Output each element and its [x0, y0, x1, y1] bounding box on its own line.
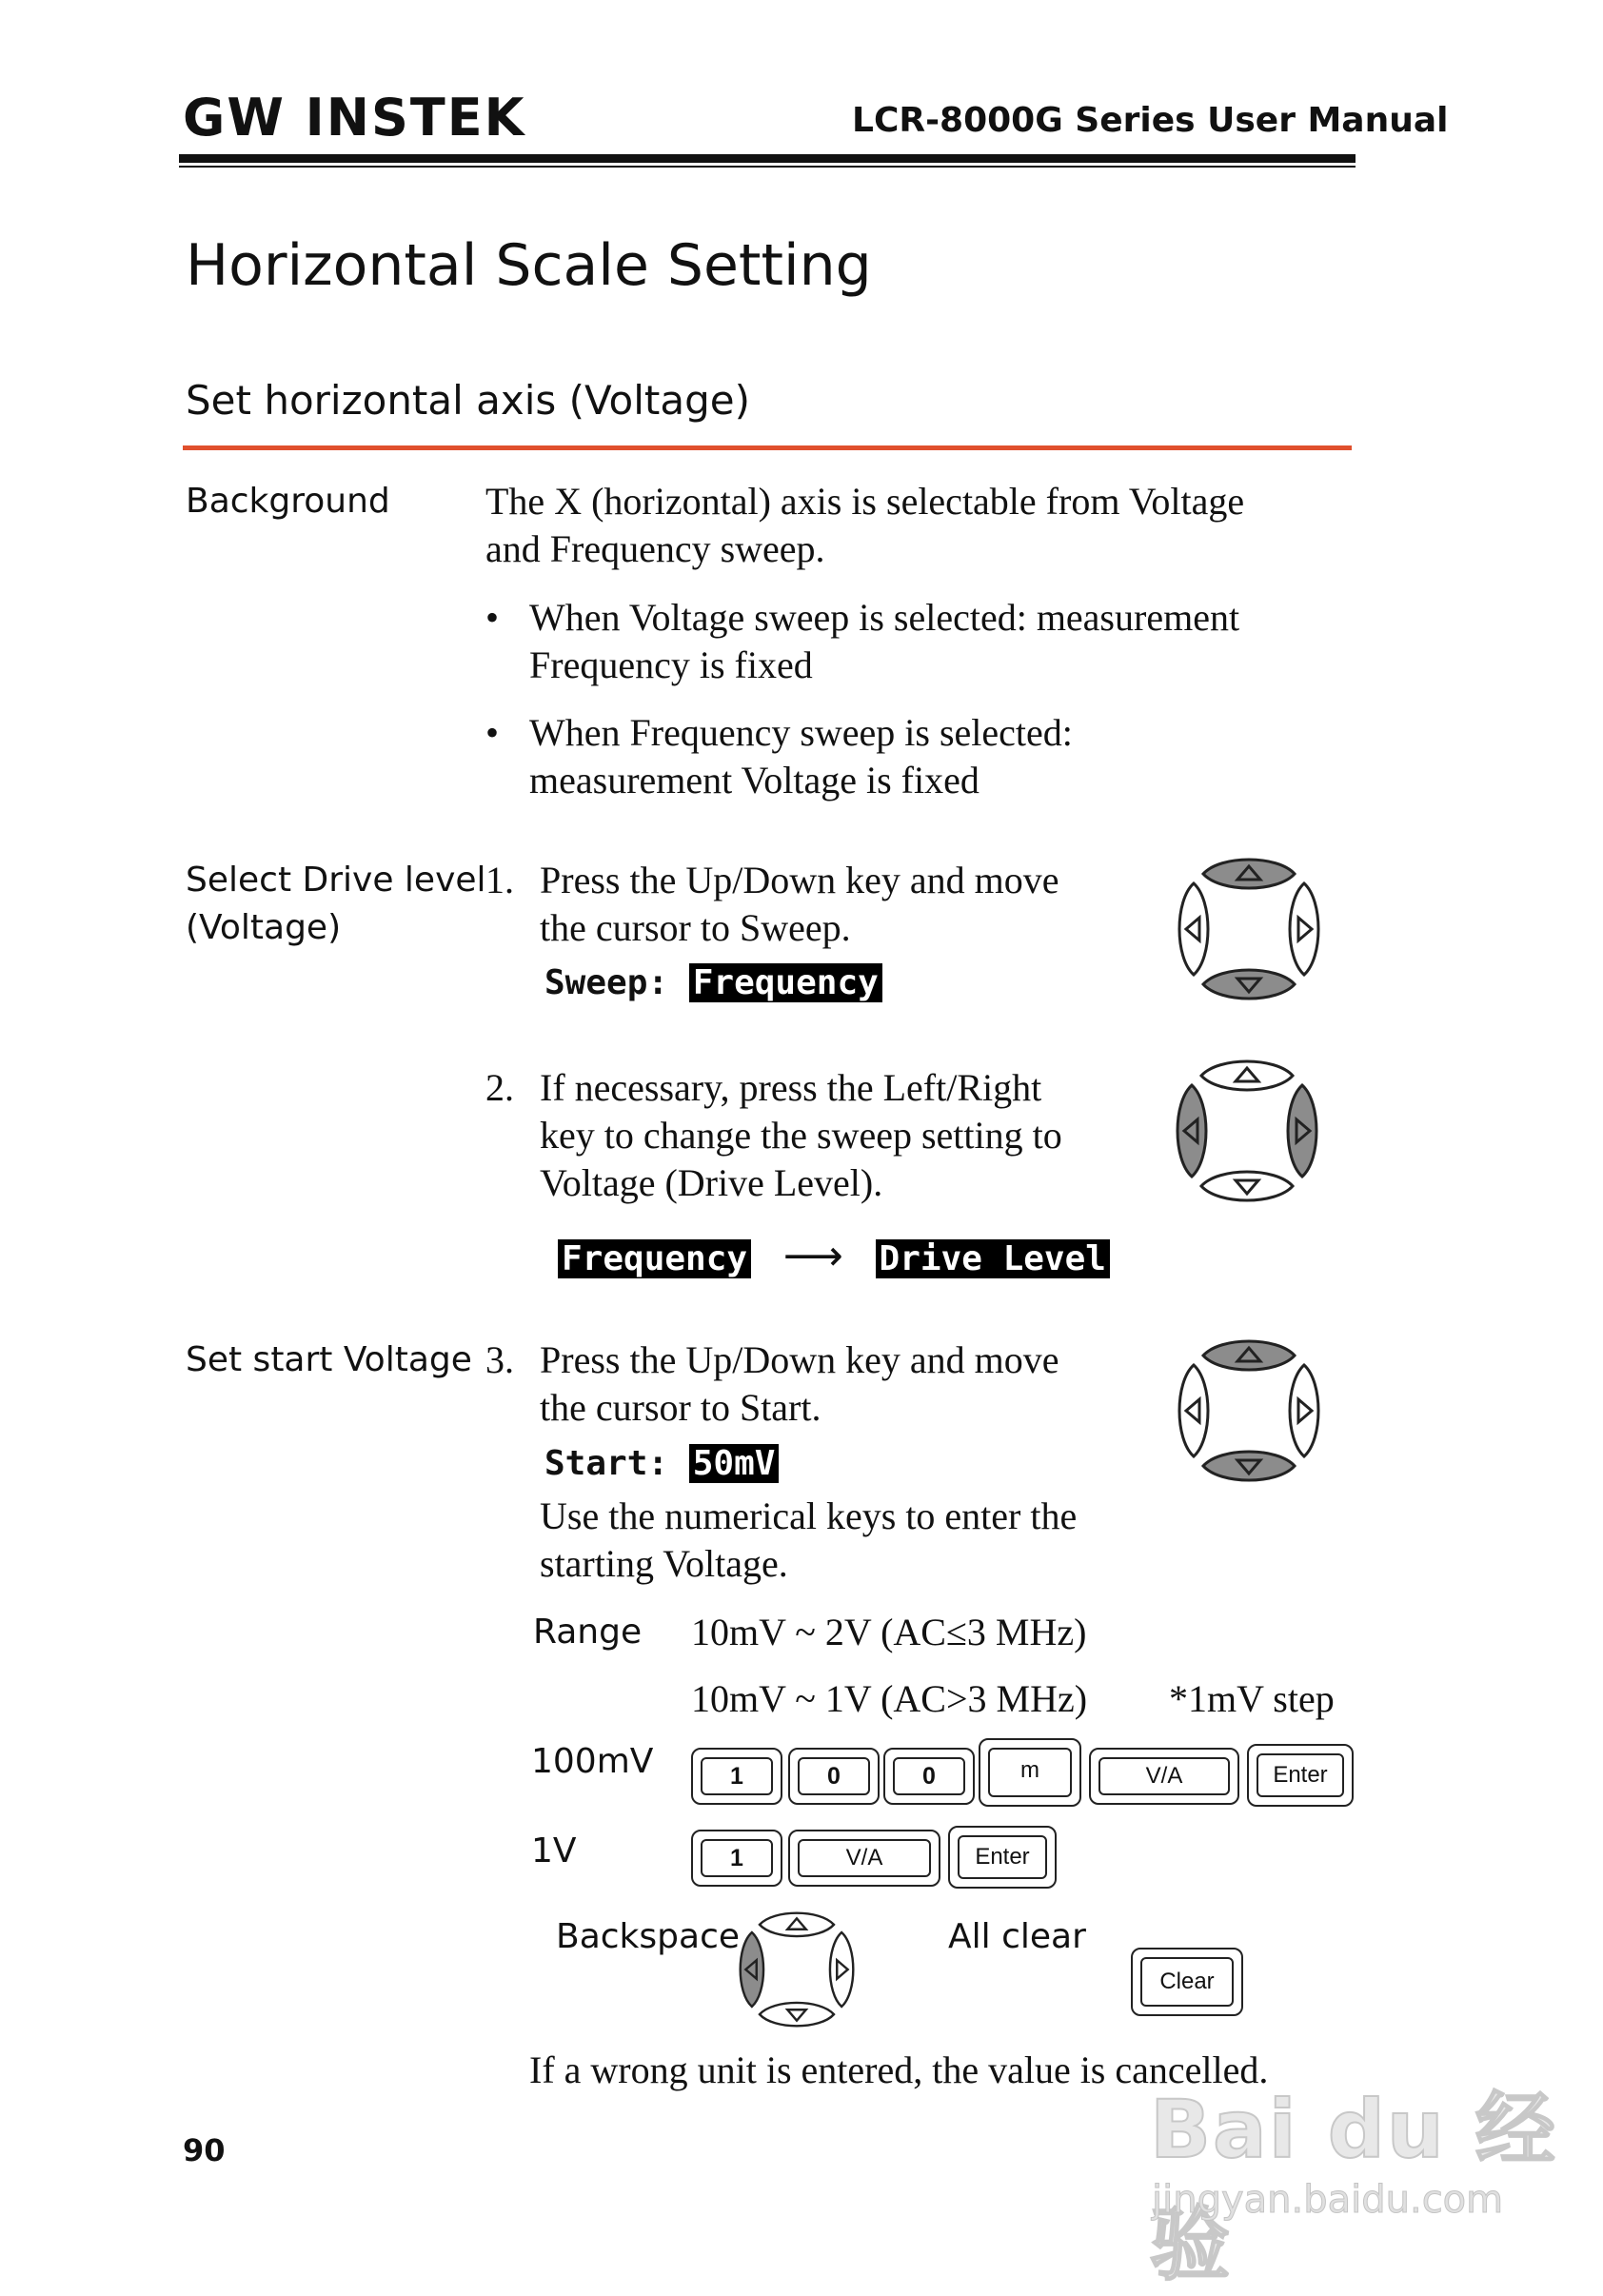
right-key — [1290, 1365, 1318, 1456]
arrow-keypad-leftright — [1171, 1055, 1323, 1207]
right-key — [1288, 1085, 1316, 1177]
manual-title: LCR-8000G Series User Manual — [852, 101, 1449, 140]
lcd-start — [544, 1445, 779, 1483]
right-key — [830, 1932, 853, 2007]
section-rule — [183, 445, 1352, 450]
step-text — [540, 1064, 1062, 1207]
bullet-item — [485, 709, 1073, 804]
down-key — [760, 2003, 834, 2026]
right-key — [1290, 883, 1318, 975]
bullet-dot: • — [485, 711, 500, 754]
down-key — [1203, 1452, 1295, 1480]
left-key — [1179, 1365, 1208, 1456]
left-key — [741, 1932, 763, 2007]
header-rule — [179, 154, 1356, 163]
select-drive-label-line: Select Drive level — [186, 861, 486, 900]
arrow-keypad-backspace — [735, 1908, 859, 2031]
select-drive-label — [186, 857, 486, 952]
left-key — [1179, 883, 1208, 975]
step-line: key to change the sweep setting to — [540, 1114, 1062, 1157]
step-line: If necessary, press the Left/Right — [540, 1066, 1042, 1109]
footer-note: If a wrong unit is entered, the value is cancelled. — [529, 2049, 1269, 2091]
down-key — [1201, 1172, 1293, 1200]
lcd-sweep-change — [558, 1232, 1110, 1280]
background-line: and Frequency sweep. — [485, 527, 825, 570]
step-line: the cursor to Start. — [540, 1386, 821, 1429]
page-title: Horizontal Scale Setting — [186, 232, 872, 299]
step-note — [540, 1493, 1077, 1588]
key-0[interactable]: 0 — [788, 1748, 880, 1805]
up-key — [1201, 1061, 1293, 1090]
key-1[interactable]: 1 — [691, 1748, 782, 1805]
key-enter[interactable]: Enter — [948, 1826, 1057, 1889]
key-va[interactable]: V/A — [788, 1830, 940, 1887]
step-text — [540, 1336, 1059, 1432]
baidu-watermark-url: jingyan.baidu.com — [1152, 2178, 1504, 2222]
example-label: 100mV — [531, 1742, 654, 1781]
lcd-sweep-value: Frequency — [689, 963, 882, 1002]
bullet-line: Frequency is fixed — [529, 643, 813, 686]
up-key — [1203, 860, 1295, 888]
step-line: Use the numerical keys to enter the — [540, 1494, 1078, 1537]
range-value: 10mV ~ 1V (AC>3 MHz) — [691, 1677, 1088, 1720]
bullet-line: measurement Voltage is fixed — [529, 759, 980, 802]
arrow-keypad-updown — [1173, 853, 1325, 1005]
example-label: 1V — [531, 1831, 577, 1870]
backspace-label: Backspace — [556, 1917, 741, 1956]
lcd-start-value: 50mV — [689, 1444, 780, 1483]
step-note: *1mV step — [1169, 1677, 1335, 1720]
step-number: 1. — [485, 859, 514, 901]
page-number: 90 — [183, 2132, 226, 2168]
baidu-watermark: Bai du 经验 — [1150, 2083, 1557, 2291]
key-1[interactable]: 1 — [691, 1830, 782, 1887]
step-line: the cursor to Sweep. — [540, 906, 851, 949]
up-key — [760, 1913, 834, 1936]
arrow-keypad-updown — [1173, 1335, 1325, 1487]
gw-instek-logo: GW INSTEK — [183, 88, 526, 148]
background-line: The X (horizontal) axis is selectable from Voltage — [485, 480, 1245, 523]
start-voltage-label: Set start Voltage — [186, 1340, 472, 1379]
header-rule-thin — [179, 166, 1356, 168]
up-key — [1203, 1341, 1295, 1370]
step-line: Press the Up/Down key and move — [540, 1338, 1059, 1381]
step-line: Voltage (Drive Level). — [540, 1161, 883, 1204]
lcd-from-value: Frequency — [558, 1239, 751, 1278]
key-va[interactable]: V/A — [1089, 1748, 1239, 1805]
bullet-line: When Voltage sweep is selected: measurement — [529, 596, 1240, 639]
background-text — [485, 478, 1244, 573]
section-title: Set horizontal axis (Voltage) — [186, 377, 750, 424]
key-clear[interactable]: Clear — [1131, 1948, 1243, 2016]
all-clear-label: All clear — [948, 1917, 1086, 1956]
key-0[interactable]: 0 — [883, 1748, 975, 1805]
range-value: 10mV ~ 2V (AC≤3 MHz) — [691, 1611, 1087, 1653]
range-label: Range — [533, 1613, 643, 1652]
left-key — [1178, 1085, 1206, 1177]
down-key — [1203, 970, 1295, 999]
bullet-item — [485, 594, 1239, 689]
right-arrow-icon: ⟶ — [782, 1232, 843, 1280]
background-label: Background — [186, 482, 390, 521]
bullet-line: When Frequency sweep is selected: — [529, 711, 1073, 754]
key-m[interactable]: m — [979, 1738, 1081, 1807]
step-line: starting Voltage. — [540, 1542, 788, 1585]
step-number: 2. — [485, 1066, 514, 1109]
step-text — [540, 857, 1059, 952]
select-drive-label-line: (Voltage) — [186, 908, 342, 947]
step-number: 3. — [485, 1338, 514, 1381]
lcd-to-value: Drive Level — [876, 1239, 1110, 1278]
lcd-sweep — [544, 964, 882, 1002]
lcd-start-label: Start: — [544, 1444, 669, 1483]
bullet-dot: • — [485, 596, 500, 639]
step-line: Press the Up/Down key and move — [540, 859, 1059, 901]
key-enter[interactable]: Enter — [1247, 1744, 1354, 1807]
lcd-sweep-label: Sweep: — [544, 963, 669, 1002]
